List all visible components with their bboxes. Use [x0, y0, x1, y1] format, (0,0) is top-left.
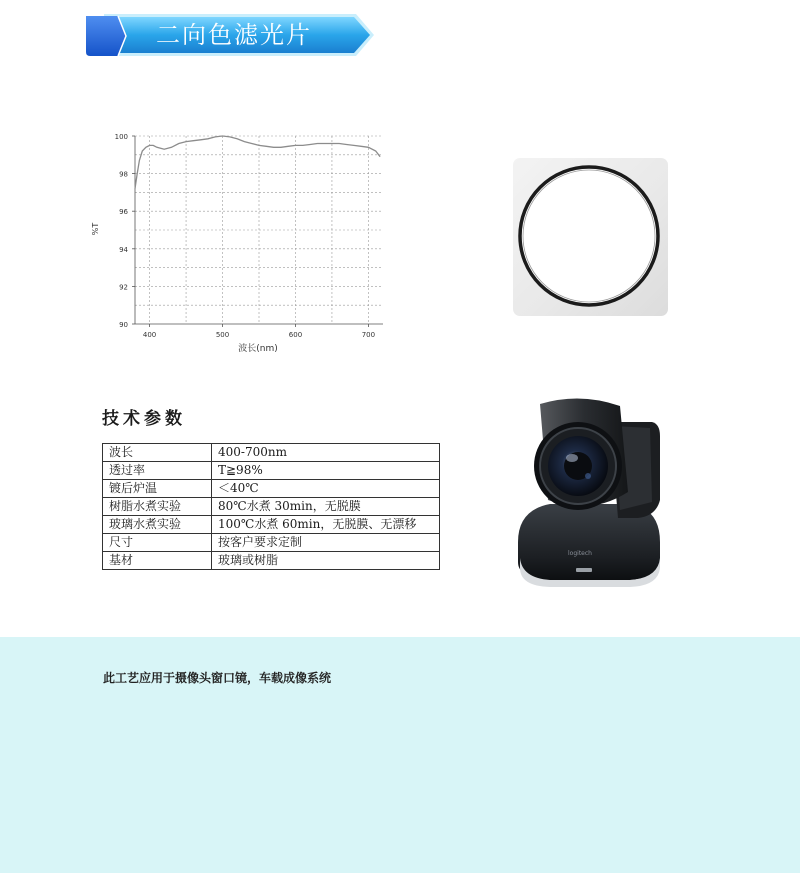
header-banner: [84, 12, 376, 58]
camera-photo: [510, 392, 670, 588]
application-band: [0, 637, 800, 873]
transmission-series-line: [135, 136, 380, 189]
x-axis-label: 波长(nm): [238, 344, 278, 354]
y-axis-label: %T: [91, 222, 100, 236]
chart-grid: [135, 136, 383, 324]
param-value: 按客户要求定制: [212, 534, 440, 552]
x-tick-label: 600: [288, 331, 303, 339]
y-tick-label: 100: [114, 133, 128, 141]
x-tick-label: 700: [361, 331, 376, 339]
param-value: 400-700nm: [212, 444, 440, 462]
table-row: [103, 516, 440, 534]
param-key: 波长: [103, 444, 212, 462]
y-tick-label: 96: [119, 208, 128, 217]
table-row: [103, 444, 440, 462]
filter-sample-photo: [513, 158, 668, 316]
x-tick-labels: [143, 331, 375, 339]
param-value: 80℃水煮 30min，无脱膜: [212, 498, 440, 516]
chart-axes: [132, 136, 383, 327]
camera-brand: logitech: [568, 550, 592, 557]
y-tick-label: 90: [119, 321, 128, 329]
page-title: 二向色滤光片: [156, 21, 312, 49]
application-text: 此工艺应用于摄像头窗口镜，车载成像系统: [103, 671, 332, 685]
param-key: 基材: [103, 552, 212, 570]
x-tick-label: 500: [215, 331, 230, 339]
y-tick-label: 98: [119, 170, 128, 179]
param-value: T≧98%: [212, 462, 440, 480]
param-key: 树脂水煮实验: [103, 498, 212, 516]
param-value: 玻璃或树脂: [212, 552, 440, 570]
params-table: [102, 443, 440, 570]
param-key: 透过率: [103, 462, 212, 480]
param-key: 镀后炉温: [103, 480, 212, 498]
y-tick-labels: [115, 133, 129, 329]
y-tick-label: 94: [119, 245, 128, 254]
param-key: 玻璃水煮实验: [103, 516, 212, 534]
webcam-icon: [510, 392, 670, 588]
table-row: [103, 552, 440, 570]
param-key: 尺寸: [103, 534, 212, 552]
x-tick-label: 400: [142, 331, 157, 339]
param-value: 100℃水煮 60min，无脱膜、无漂移: [212, 516, 440, 534]
filter-ring-icon: [513, 158, 668, 316]
params-title: 技术参数: [102, 409, 186, 429]
table-row: [103, 462, 440, 480]
transmission-chart: [80, 120, 400, 360]
table-row: [103, 534, 440, 552]
param-value: ＜40℃: [212, 480, 440, 498]
table-row: [103, 498, 440, 516]
y-tick-label: 92: [119, 283, 128, 292]
table-row: [103, 480, 440, 498]
